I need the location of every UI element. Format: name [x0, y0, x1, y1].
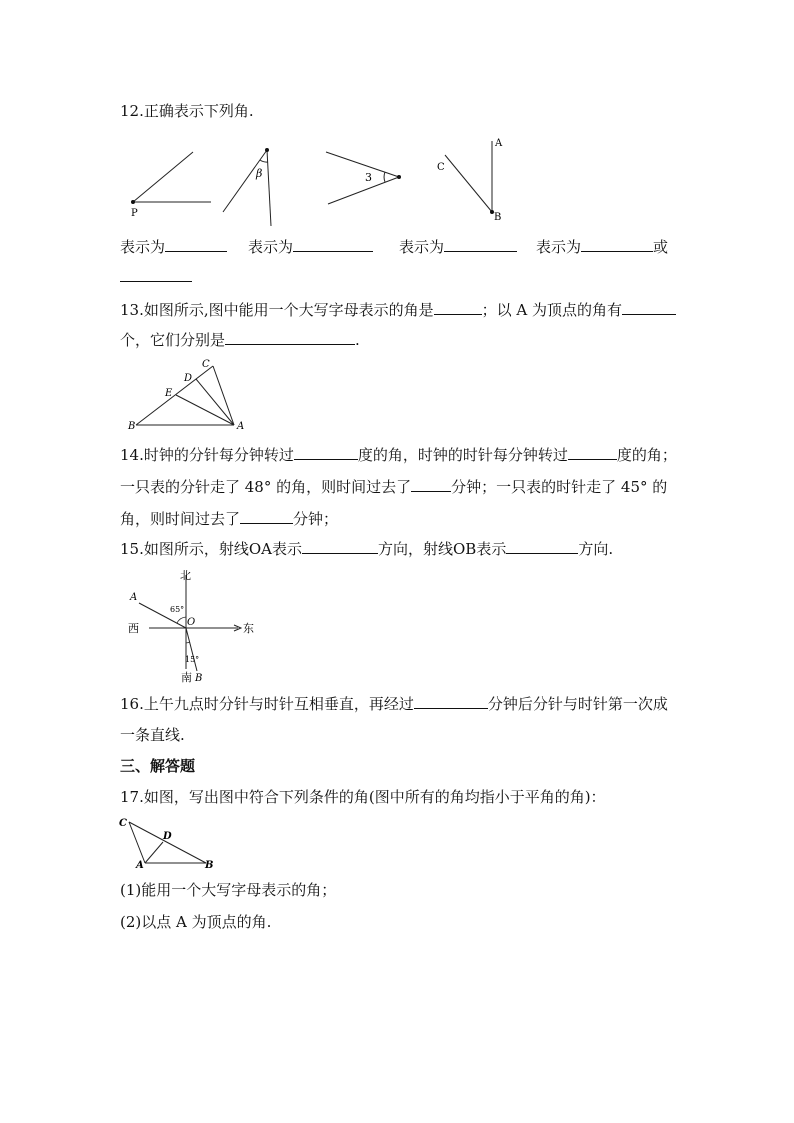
- q14-text-2a: 一只表的分针走了 48° 的角，则时间过去了: [120, 478, 412, 496]
- q12-answer-2: [248, 236, 373, 257]
- q12-answer-3: [399, 236, 517, 257]
- q13-figure: [120, 355, 260, 435]
- q12-answer-5: [120, 266, 192, 287]
- q15-text-b: 方向，射线OB表示: [378, 540, 507, 558]
- q15-label-south: 南: [181, 671, 192, 684]
- q15-text-c: 方向.: [578, 540, 614, 558]
- q13-blank-2[interactable]: [622, 299, 676, 315]
- q14-text-1b: 度的角，时钟的时针每分钟转过: [357, 446, 568, 464]
- q12-answer-3-label: 表示为: [399, 238, 445, 256]
- q15-blank-1[interactable]: [302, 538, 378, 554]
- q12-blank-1[interactable]: [165, 236, 227, 252]
- q14-blank-3[interactable]: [411, 476, 451, 492]
- q12-label-p: P: [131, 208, 138, 219]
- q12-answer-4-label: 表示为: [536, 238, 582, 256]
- q12-answer-1-label: 表示为: [120, 238, 166, 256]
- q17-sub-1: (1)能用一个大写字母表示的角；: [120, 881, 337, 899]
- q15-label-a: A: [130, 592, 138, 603]
- q12-blank-5[interactable]: [120, 266, 192, 282]
- q14-text-3a: 角，则时间过去了: [120, 510, 241, 528]
- q14-line-3: [120, 508, 338, 529]
- q15-label-b: B: [195, 673, 203, 684]
- q12-label-3: 3: [365, 171, 372, 184]
- q14-blank-2[interactable]: [568, 444, 617, 460]
- q13-line-2: [120, 329, 360, 350]
- q15-blank-2[interactable]: [506, 538, 578, 554]
- q14-text-3b: 分钟；: [293, 510, 339, 528]
- q12-label-b: B: [494, 212, 502, 223]
- q14-text-2b: 分钟；一只表的时针走了 45° 的: [451, 478, 668, 496]
- q15-figure: [126, 565, 266, 690]
- q13-text-2a: 个，它们分别是: [120, 331, 226, 349]
- q12-label-beta: β: [256, 167, 263, 180]
- q15-label-o: O: [187, 617, 196, 628]
- q17-label-c: C: [119, 818, 127, 829]
- q13-line-1: [120, 299, 676, 320]
- q12-answer-1: [120, 236, 227, 257]
- q12-label-c: C: [437, 162, 445, 173]
- q17-label-b: B: [205, 860, 214, 871]
- q13-label-c: C: [202, 359, 210, 370]
- q14-blank-4[interactable]: [240, 508, 293, 524]
- q16-line-1: [120, 693, 668, 714]
- q14-line-1: [120, 444, 677, 465]
- q12-blank-3[interactable]: [444, 236, 517, 252]
- q13-label-b: B: [128, 421, 136, 432]
- q14-text-1c: 度的角；: [616, 446, 677, 464]
- q13-label-a: A: [237, 421, 245, 432]
- q12-label-a: A: [495, 138, 503, 149]
- q14-line-2: [120, 476, 667, 497]
- q15-label-65: 65°: [170, 605, 185, 614]
- q16-text-1a: 16.上午九点时分针与时针互相垂直，再经过: [120, 695, 414, 713]
- q16-blank-1[interactable]: [414, 693, 488, 709]
- q17-label-d: D: [163, 831, 172, 842]
- q15-label-east: 东: [243, 622, 254, 635]
- q12-figure-2: [215, 140, 285, 230]
- q13-text-1b: ；以 A 为顶点的角有: [481, 301, 623, 319]
- q15-label-15: 15°: [185, 655, 200, 664]
- q16-line-2: 一条直线.: [120, 726, 185, 744]
- q13-label-e: E: [165, 388, 173, 399]
- q15-line: [120, 538, 613, 559]
- q12-figure-4: [430, 135, 520, 225]
- section-title: 三、解答题: [120, 757, 196, 775]
- q13-label-d: D: [184, 373, 193, 384]
- q14-blank-1[interactable]: [294, 444, 358, 460]
- q12-title: 12.正确表示下列角.: [120, 102, 254, 120]
- q17-figure: [116, 812, 226, 874]
- q17-label-a: A: [136, 860, 144, 871]
- q12-answer-2-label: 表示为: [248, 238, 294, 256]
- q17-sub-2: (2)以点 A 为顶点的角.: [120, 913, 272, 931]
- q12-blank-4[interactable]: [581, 236, 653, 252]
- q17-line-1: 17.如图，写出图中符合下列条件的角(图中所有的角均指小于平角的角)：: [120, 788, 606, 806]
- q13-blank-3[interactable]: [225, 329, 355, 345]
- q12-figure-3: [322, 140, 412, 220]
- q13-blank-1[interactable]: [434, 299, 482, 315]
- q14-text-1a: 14.时钟的分针每分钟转过: [120, 446, 294, 464]
- q15-label-west: 西: [128, 622, 139, 635]
- q12-figure-1: [120, 140, 220, 230]
- q16-text-1b: 分钟后分针与时针第一次成: [487, 695, 668, 713]
- q12-or: 或: [653, 238, 669, 256]
- q12-answer-4: [536, 236, 668, 257]
- q15-label-north: 北: [180, 569, 191, 582]
- q15-text-a: 15.如图所示，射线OA表示: [120, 540, 302, 558]
- q13-text-1a: 13.如图所示,图中能用一个大写字母表示的角是: [120, 301, 434, 319]
- q12-blank-2[interactable]: [293, 236, 373, 252]
- q13-text-2end: .: [355, 331, 360, 349]
